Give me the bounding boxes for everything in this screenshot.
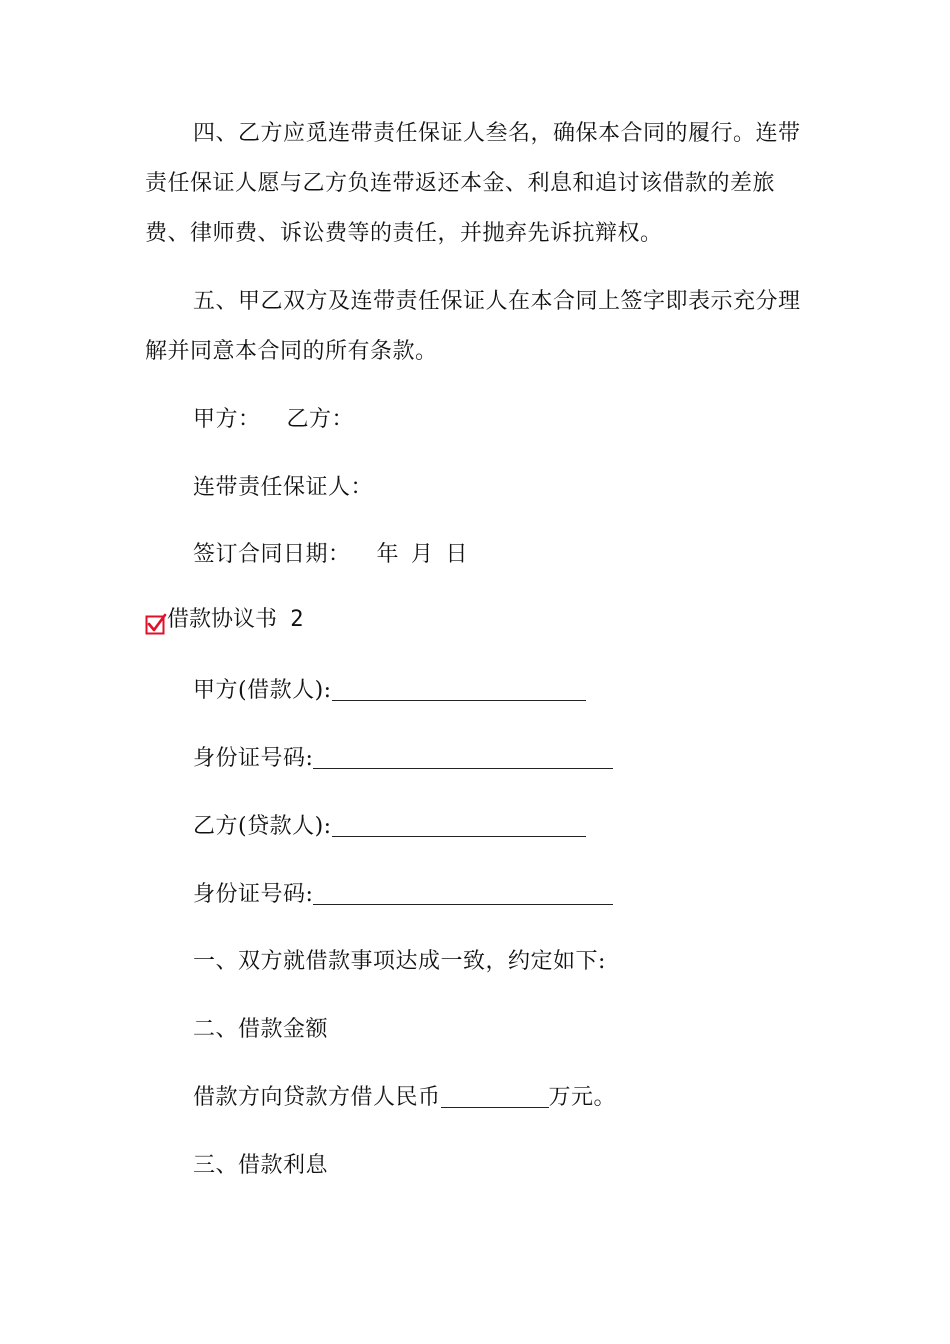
id-b-blank[interactable] (313, 882, 613, 905)
signature-parties-line (193, 404, 354, 436)
signing-date-label: 签订合同日期： (193, 542, 351, 567)
id-a-label: 身份证号码: (193, 746, 314, 771)
loan-amount-line (193, 1082, 616, 1114)
party-a-blank[interactable] (332, 678, 586, 701)
clause-5-paragraph: 五、甲乙双方及连带责任保证人在本合同上签字即表示充分理解并同意本合同的所有条款。 (145, 289, 801, 364)
guarantor-signature-line (193, 472, 373, 504)
checked-box-icon (145, 613, 167, 635)
clause-4-paragraph: 四、乙方应觅连带责任保证人叁名，确保本合同的履行。连带责任保证人愿与乙方负连带返还本金、利息和追讨该借款的差旅费、律师费、诉讼费等的责任，并抛弃先诉抗辩权。 (145, 121, 801, 246)
amount-prefix: 借款方向贷款方借人民币 (193, 1085, 441, 1110)
id-b-field (193, 879, 613, 911)
id-a-blank[interactable] (313, 746, 613, 769)
amount-suffix: 万元。 (548, 1085, 617, 1110)
item-1-line: 一、双方就借款事项达成一致，约定如下: (193, 949, 606, 974)
id-a-field (193, 743, 613, 775)
party-b-label: 乙方(贷款人): (193, 814, 332, 839)
signing-date-line (193, 539, 468, 571)
party-a-label: 甲方(借款人): (193, 678, 332, 703)
item-3-line: 三、借款利息 (193, 1153, 329, 1178)
item-2-line: 二、借款金额 (193, 1017, 329, 1042)
section-title: 借款协议书 2 (167, 607, 304, 632)
date-day-label: 日 (445, 542, 469, 567)
party-b-blank[interactable] (332, 814, 586, 837)
date-year-label: 年 (376, 542, 400, 567)
party-a-field (193, 675, 586, 707)
section-heading (145, 604, 304, 636)
party-b-signature-label: 乙方： (286, 407, 355, 432)
id-b-label: 身份证号码: (193, 882, 314, 907)
date-month-label: 月 (411, 542, 434, 567)
amount-blank[interactable] (441, 1085, 549, 1108)
party-a-signature-label: 甲方： (193, 407, 261, 432)
party-b-field (193, 811, 586, 843)
guarantor-signature-label: 连带责任保证人： (193, 475, 374, 500)
